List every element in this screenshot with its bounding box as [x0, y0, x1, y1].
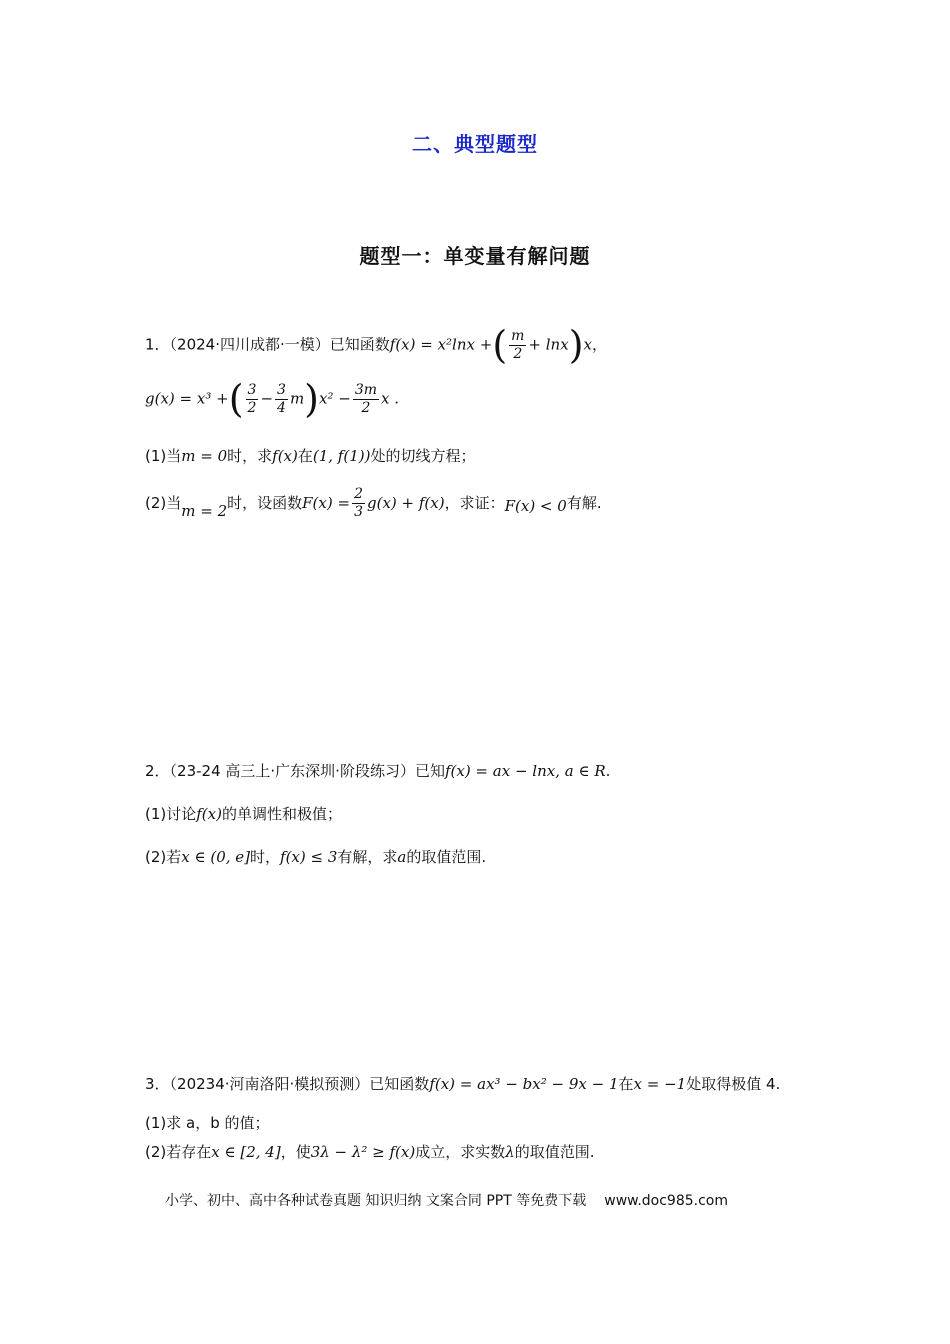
frac-numerator: m	[511, 327, 525, 344]
left-paren-icon: (	[492, 323, 508, 367]
q1-part2	[145, 486, 602, 521]
q1-number: 1．	[145, 335, 170, 354]
q2-part2-inequality: f(x) ≤ 3	[280, 848, 338, 866]
q3-source: （20234·河南洛阳·模拟预测）已知函数	[169, 1075, 430, 1093]
q1-part1-at: 在	[297, 447, 313, 465]
q1-tail-x: x	[583, 335, 592, 354]
frac-denominator: 2	[513, 345, 523, 362]
frac-denominator: 3	[354, 504, 363, 520]
q1-stem-line2	[145, 377, 399, 421]
right-paren-icon: )	[568, 323, 584, 367]
q1-part1-mid: 时，求	[227, 447, 273, 465]
q1-comma: ，	[591, 335, 607, 354]
frac-numerator: 3	[247, 381, 257, 398]
q1-x-end: x .	[381, 389, 399, 408]
q2-part1	[145, 803, 342, 825]
q1-part1-condition: m = 0	[181, 447, 228, 465]
q3-part2-label: (2)若存在	[145, 1143, 212, 1161]
q2-part2-a: a	[397, 848, 407, 866]
q2-part2	[145, 846, 486, 868]
section-title: 二、典型题型	[412, 132, 538, 156]
q1-part1-label: (1)当	[145, 447, 182, 465]
q3-part2-inequality: 3λ − λ² ≥ f(x)	[310, 1143, 416, 1161]
q2-f-formula: f(x) = ax − lnx, a ∈ R	[444, 762, 606, 780]
q1-source: （2024·四川成都·一模）已知函数	[169, 335, 390, 354]
frac-denominator: 2	[361, 399, 371, 416]
q1-part2-F: F(x) =	[302, 494, 351, 512]
left-paren-icon: (	[228, 377, 244, 421]
q1-frac-3-over-4	[275, 382, 288, 417]
q1-part2-prove: ，求证：	[444, 494, 505, 512]
frac-denominator: 2	[247, 399, 257, 416]
q1-part2-rest: g(x) + f(x)	[366, 494, 445, 512]
q3-number: 3．	[145, 1075, 170, 1093]
q1-plus-lnx: + lnx	[528, 335, 569, 354]
q1-frac-m-over-2	[509, 328, 526, 363]
frac-numerator: 3m	[354, 381, 377, 398]
q1-frac-3m-over-2	[353, 382, 379, 417]
q2-source: （23-24 高三上·广东深圳·阶段练习）已知	[169, 762, 445, 780]
q3-part2-mid2: 成立，求实数	[415, 1143, 506, 1161]
question-type-title: 题型一：单变量有解问题	[359, 244, 591, 268]
q1-part2-condition: m = 2	[181, 502, 228, 520]
q3-part1	[145, 1112, 270, 1134]
minus-sign: −	[260, 389, 274, 408]
q3-end: 处取得极值 4.	[686, 1075, 781, 1093]
q2-part2-mid2: 有解，求	[337, 848, 398, 866]
q2-part2-label: (2)若	[145, 848, 182, 866]
q3-part2-mid: ，使	[280, 1143, 311, 1161]
frac-denominator: 4	[277, 399, 286, 416]
q3-part2	[145, 1141, 595, 1163]
q1-frac-2-over-3	[352, 486, 365, 521]
q1-part2-end: 有解.	[566, 494, 602, 512]
q1-frac-3-over-2	[246, 382, 259, 417]
q3-stem	[145, 1073, 780, 1095]
q2-part1-fx: f(x)	[196, 805, 222, 823]
q3-f-formula: f(x) = ax³ − bx² − 9x − 1	[429, 1075, 619, 1093]
footer-text: 小学、初中、高中各种试卷真题 知识归纳 文案合同 PPT 等免费下载	[165, 1193, 587, 1209]
q2-part2-end: 的取值范围.	[406, 848, 487, 866]
q2-stem	[145, 760, 610, 782]
q3-x-value: x = −1	[633, 1075, 687, 1093]
q3-part1-text: (1)求 a，b 的值；	[145, 1114, 270, 1132]
right-paren-icon: )	[304, 377, 319, 421]
q1-part2-inequality: F(x) < 0	[504, 497, 567, 515]
q3-part2-end: 的取值范围.	[514, 1143, 595, 1161]
q1-part1-fx: f(x)	[272, 447, 298, 465]
q1-g-formula: g(x) = x³ +	[145, 389, 229, 408]
frac-numerator: 3	[277, 381, 286, 398]
frac-numerator: 2	[354, 486, 363, 502]
page-footer	[165, 1190, 728, 1210]
q1-stem-line1	[145, 323, 607, 367]
q1-part1-end: 处的切线方程；	[370, 447, 476, 465]
q1-part1	[145, 445, 475, 467]
q2-part1-label: (1)讨论	[145, 805, 197, 823]
q3-at: 在	[618, 1075, 634, 1093]
q2-part1-end: 的单调性和极值；	[221, 805, 342, 823]
q1-part2-label: (2)当	[145, 494, 182, 512]
q3-part2-domain: x ∈ [2, 4]	[211, 1143, 281, 1161]
q2-number: 2．	[145, 762, 170, 780]
q1-m: m	[289, 389, 305, 408]
q1-part1-point: (1, f(1))	[312, 447, 371, 465]
q2-dot: .	[605, 762, 611, 780]
q1-f-formula: f(x) = x²lnx +	[389, 335, 493, 354]
q1-part2-mid: 时，设函数	[227, 494, 303, 512]
q2-part2-mid: 时，	[250, 848, 281, 866]
q1-x2-minus: x² −	[319, 389, 351, 408]
q3-part2-lambda: λ	[505, 1143, 515, 1161]
footer-site-link[interactable]: www.doc985.com	[604, 1193, 728, 1209]
q2-part2-domain: x ∈ (0, e]	[181, 848, 251, 866]
